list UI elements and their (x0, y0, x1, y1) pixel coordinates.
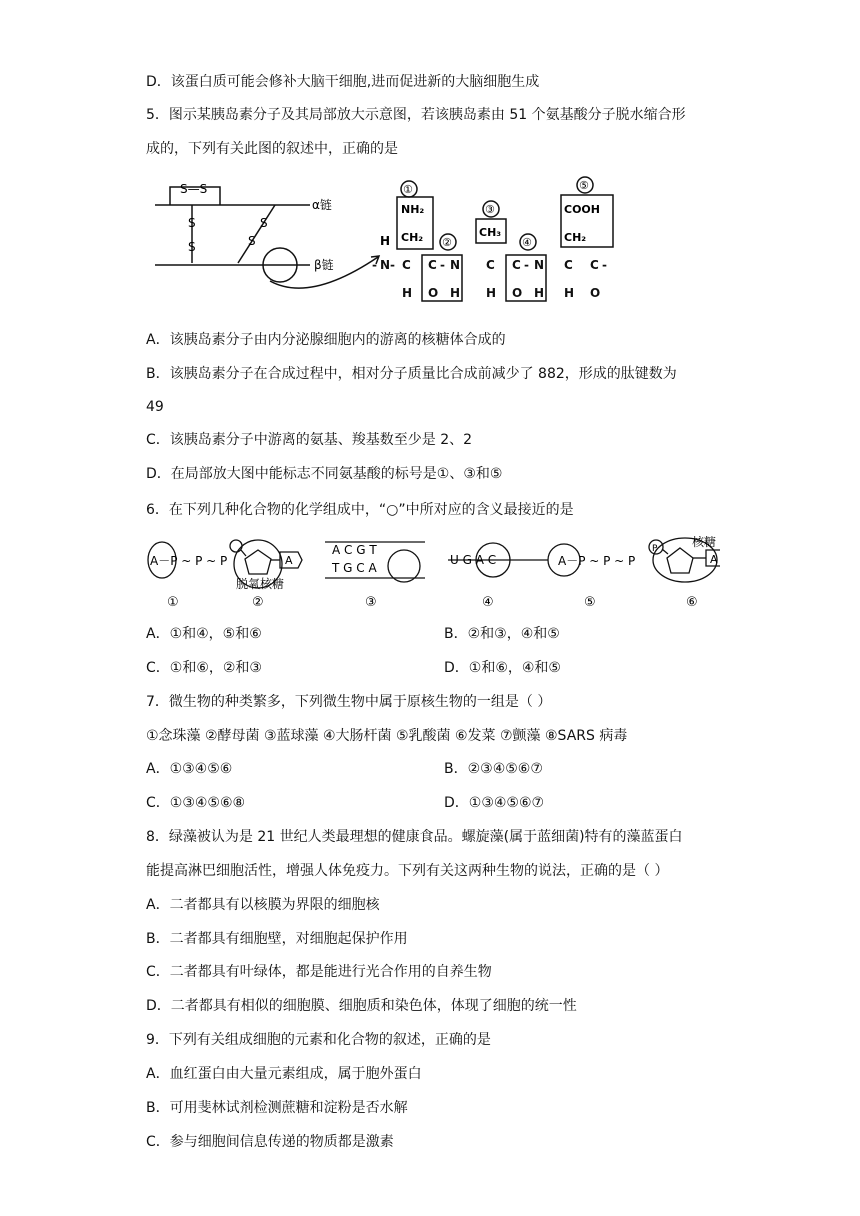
q8-stem-line1: 8．绿藻被认为是 21 世纪人类最理想的健康食品。螺旋藻(属于蓝细菌)特有的藻蓝蛋白 (146, 829, 683, 845)
disulfide-label: S—S (180, 182, 208, 196)
cooh-group: COOH (564, 203, 600, 216)
q5-option-b-line1: B．该胰岛素分子在合成过程中，相对分子质量比合成前减少了 882，形成的肽键数为 (146, 366, 677, 382)
s-label-1: S (188, 216, 196, 230)
bottom-h-3: H (486, 286, 497, 300)
q5-stem-line2: 成的，下列有关此图的叙述中，正确的是 (146, 141, 398, 157)
backbone-c-3: C (486, 258, 495, 272)
q9-option-b: B．可用斐林试剂检测蔗糖和淀粉是否水解 (146, 1100, 408, 1116)
fig-label-3: ③ (365, 595, 377, 610)
q8-stem-line2: 能提高淋巴细胞活性，增强人体免疫力。下列有关这两种生物的说法，正确的是（ ） (146, 863, 669, 879)
fig-label-6: ⑥ (686, 595, 698, 610)
deoxyribose-label: 脱氧核糖 (236, 577, 285, 591)
compounds-figure (140, 536, 720, 614)
label-5: ⑤ (579, 179, 589, 192)
q6-option-b: B．②和③，④和⑤ (444, 626, 560, 642)
q9-option-a: A．血红蛋白由大量元素组成，属于胞外蛋白 (146, 1066, 422, 1082)
q5-option-d: D．在局部放大图中能标志不同氨基酸的标号是①、③和⑤ (146, 466, 503, 482)
svg-text:-: - (440, 258, 445, 272)
label-2: ② (442, 236, 452, 249)
q5-option-a: A．该胰岛素分子由内分泌腺细胞内的游离的核糖体合成的 (146, 332, 506, 348)
q8-option-c: C．二者都具有叶绿体，都是能进行光合作用的自养生物 (146, 964, 492, 980)
q6-option-c: C．①和⑥，②和③ (146, 660, 262, 676)
f2-base-a: A (285, 554, 293, 567)
insulin-figure (150, 175, 620, 305)
fig-label-4: ④ (482, 595, 494, 610)
q6-option-a: A．①和④，⑤和⑥ (146, 626, 262, 642)
svg-text:-: - (372, 258, 377, 272)
f6-base-a: A (710, 553, 718, 566)
backbone-c-1: C (402, 258, 411, 272)
ch3-group: CH₃ (479, 226, 502, 239)
q7-option-c: C．①③④⑤⑥⑧ (146, 795, 246, 811)
q6-option-d: D．①和⑥，④和⑤ (444, 660, 561, 676)
q6-stem: 6．在下列几种化合物的化学组成中，“○”中所对应的含义最接近的是 (146, 502, 574, 518)
fig-label-5: ⑤ (584, 595, 596, 610)
backbone-c-5: C (564, 258, 573, 272)
label-1: ① (403, 183, 413, 196)
alpha-chain-label: α链 (312, 198, 332, 212)
beta-chain-label: β链 (314, 258, 334, 272)
f5-atp: A－P ~ P ~ P (558, 554, 636, 568)
label-3: ③ (485, 203, 495, 216)
dna-bottom-strand: T G C A (332, 561, 377, 575)
ribose-label: 核糖 (692, 536, 717, 549)
q9-option-c: C．参与细胞间信息传递的物质都是激素 (146, 1134, 394, 1150)
q5-stem-line1: 5．图示某胰岛素分子及其局部放大示意图，若该胰岛素由 51 个氨基酸分子脱水缩合形 (146, 107, 686, 123)
fig-label-2: ② (252, 595, 264, 610)
fig-label-1: ① (167, 595, 179, 610)
bottom-h-2: H (450, 286, 461, 300)
dna-top-strand: A C G T (332, 543, 377, 557)
ch2-group-2: CH₂ (564, 231, 587, 244)
q7-stem: 7．微生物的种类繁多，下列微生物中属于原核生物的一组是（ ） (146, 694, 552, 710)
q4-option-d: D．该蛋白质可能会修补大脑干细胞,进而促进新的大脑细胞生成 (146, 74, 540, 90)
s-label-2: S (188, 240, 196, 254)
q8-option-b: B．二者都具有细胞壁，对细胞起保护作用 (146, 931, 408, 947)
q5-option-c: C．该胰岛素分子中游离的氨基、羧基数至少是 2、2 (146, 432, 473, 448)
q5-option-b-line2: 49 (146, 399, 164, 415)
s-label-4: S (248, 234, 256, 248)
backbone-n-1: N (380, 258, 391, 272)
nh2-group: NH₂ (401, 203, 425, 216)
backbone-c-4: C (512, 258, 521, 272)
bottom-h-5: H (564, 286, 575, 300)
rna-strand: U G A C (450, 553, 497, 567)
backbone-n-2: N (450, 258, 461, 272)
f6-phosphate: P (652, 544, 658, 554)
bottom-o-1: O (428, 286, 439, 300)
label-4: ④ (522, 236, 532, 249)
svg-text:-: - (602, 258, 607, 272)
q7-items: ①念珠藻 ②酵母菌 ③蓝球藻 ④大肠杆菌 ⑤乳酸菌 ⑥发菜 ⑦颤藻 ⑧SARS 病毒 (146, 728, 628, 744)
backbone-n-3: N (534, 258, 545, 272)
f1-atp: A－P ~ P ~ P (150, 554, 228, 568)
q8-option-d: D．二者都具有相似的细胞膜、细胞质和染色体，体现了细胞的统一性 (146, 998, 577, 1014)
q9-stem: 9．下列有关组成细胞的元素和化合物的叙述，正确的是 (146, 1032, 491, 1048)
q7-option-a: A．①③④⑤⑥ (146, 761, 233, 777)
bottom-o-3: O (590, 286, 601, 300)
svg-text:-: - (390, 258, 395, 272)
backbone-c-2: C (428, 258, 437, 272)
q7-option-d: D．①③④⑤⑥⑦ (444, 795, 545, 811)
q7-option-b: B．②③④⑤⑥⑦ (444, 761, 543, 777)
bottom-h-4: H (534, 286, 545, 300)
svg-text:-: - (524, 258, 529, 272)
s-label-3: S (260, 216, 268, 230)
ch2-group-1: CH₂ (401, 231, 424, 244)
bottom-o-2: O (512, 286, 523, 300)
backbone-c-6: C (590, 258, 599, 272)
bottom-h-1: H (402, 286, 413, 300)
q8-option-a: A．二者都具有以核膜为界限的细胞核 (146, 897, 380, 913)
backbone-h: H (380, 234, 391, 248)
